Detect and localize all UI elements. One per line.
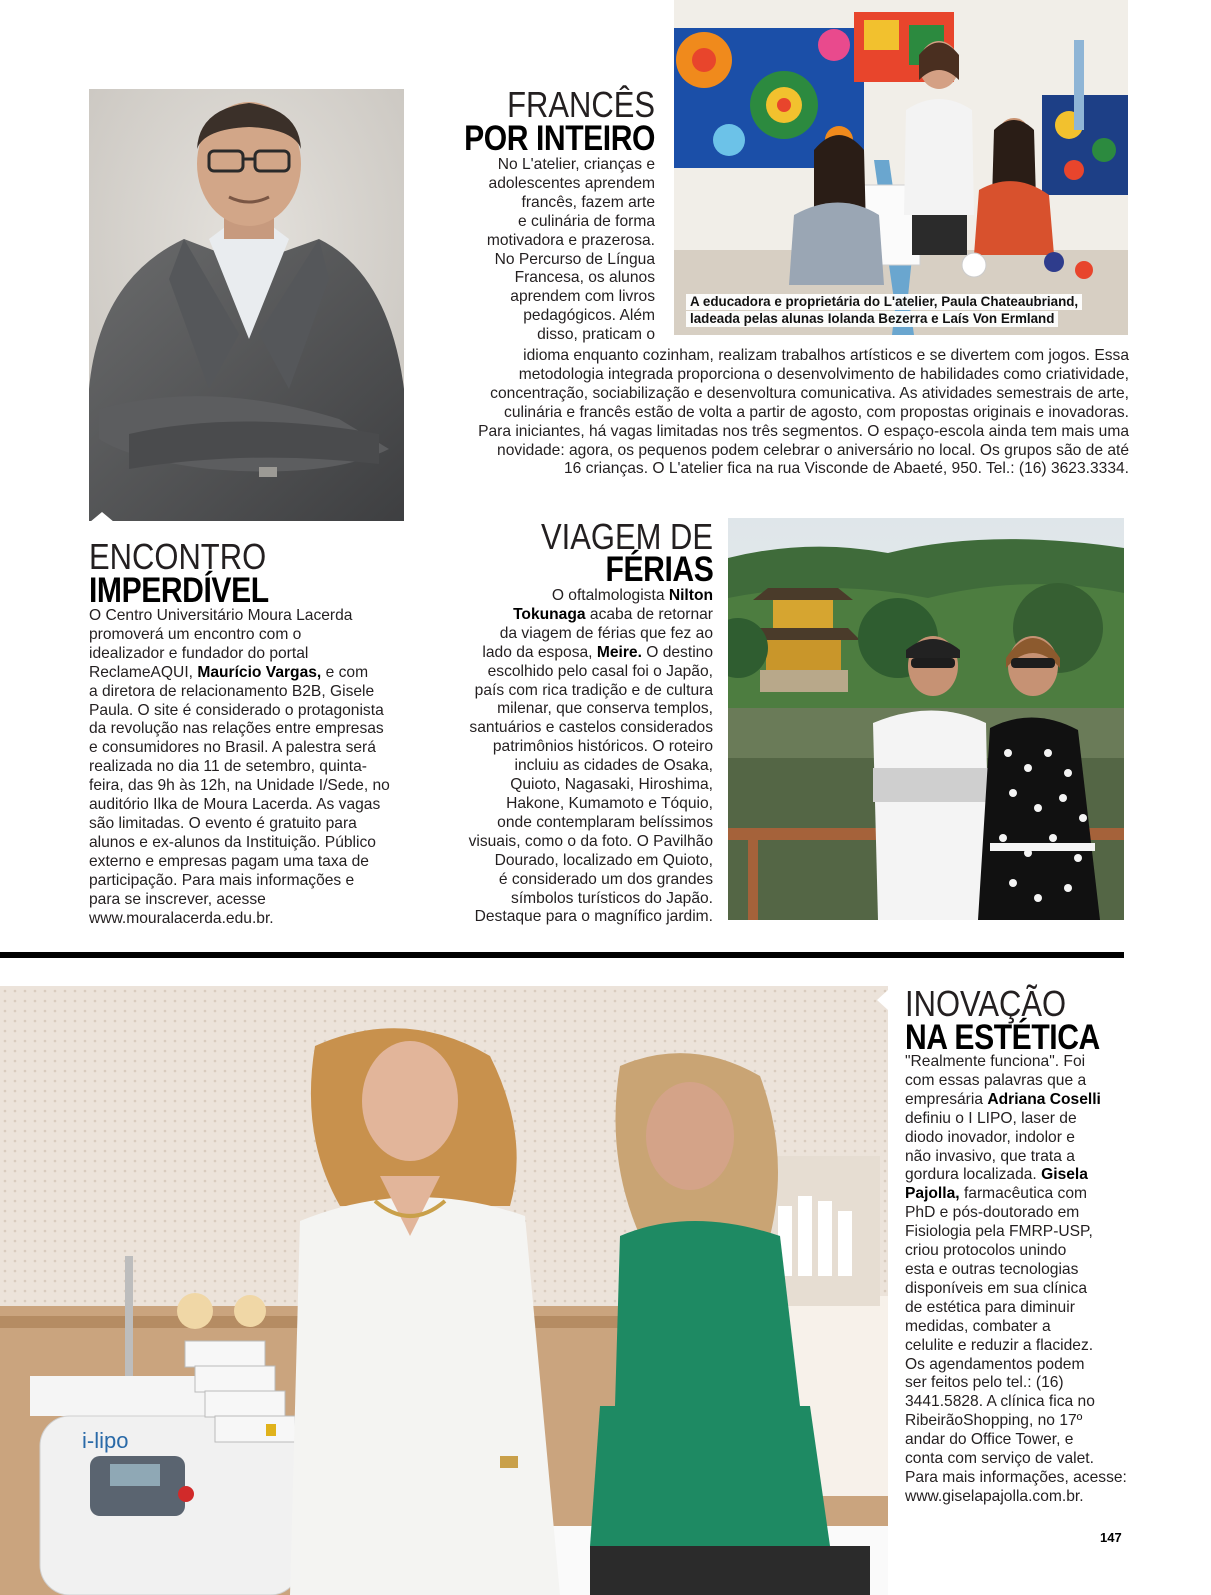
text-segment: são limitadas. O evento é gratuito para <box>89 814 357 832</box>
frances-body-wrap <box>435 156 655 345</box>
text-line: pedagógicos. Além <box>523 307 655 325</box>
text-segment: idealizador e fundador do portal <box>89 644 309 662</box>
text-line <box>89 853 409 872</box>
text-line: francês, fazem arte <box>521 193 655 211</box>
text-segment: externo e empresas pagam uma taxa de <box>89 852 369 870</box>
text-segment: da revolução nas relações entre empresas <box>89 720 384 738</box>
text-line: No L'atelier, crianças e <box>497 156 655 173</box>
text-line <box>89 739 409 758</box>
text-line <box>905 1242 1135 1261</box>
caption-line: ladeada pelas alunas Iolanda Bezerra e Laís Von Ermland <box>686 311 1058 327</box>
text-line <box>433 814 713 833</box>
text-line <box>89 702 409 721</box>
text-line <box>89 777 409 796</box>
text-line <box>433 795 713 814</box>
bold-name: Maurício Vargas, <box>197 663 322 681</box>
text-line <box>433 606 713 625</box>
section-divider <box>0 952 1124 958</box>
atelier-caption <box>686 293 1082 327</box>
atelier-photo <box>674 0 1128 335</box>
bold-name: Tokunaga <box>513 605 586 623</box>
text-segment: é considerado um dos grandes <box>498 870 713 888</box>
text-line <box>433 738 713 757</box>
text-segment: andar do Office Tower, e <box>905 1431 1074 1449</box>
text-line: Francesa, os alunos <box>514 269 655 287</box>
text-segment: farmacêutica com <box>959 1185 1088 1203</box>
text-segment: gordura localizada. <box>905 1166 1042 1184</box>
text-segment: realizada no dia 11 de setembro, quinta- <box>89 758 367 776</box>
text-line <box>89 891 409 910</box>
text-line <box>433 757 713 776</box>
text-segment: O Centro Universitário Moura Lacerda <box>89 607 353 624</box>
text-line: No Percurso de Língua <box>494 250 655 268</box>
text-line <box>905 1072 1135 1091</box>
bold-name: Nilton <box>668 587 713 604</box>
text-line <box>433 833 713 852</box>
text-line: 16 crianças. O L'atelier fica na rua Visconde de Abaeté, 950. Tel.: (16) 3623.3334. <box>563 460 1129 478</box>
text-segment: RibeirãoShopping, no 17º <box>905 1412 1083 1430</box>
text-segment: ser feitos pelo tel.: (16) <box>905 1374 1064 1392</box>
text-line: concentração, sociabilização e desenvoltura comunicativa. As atividades semestrais de arte, <box>490 384 1129 402</box>
text-line: culinária e francês estão de volta a partir de agosto, com propostas originais e inovadoras. <box>504 403 1129 421</box>
text-segment: disponíveis em sua clínica <box>905 1279 1088 1297</box>
text-segment: santuários e castelos considerados <box>469 719 713 737</box>
text-line <box>433 700 713 719</box>
text-line <box>905 1053 1135 1072</box>
text-segment: Hakone, Kumamoto e Tóquio, <box>506 794 713 812</box>
text-line <box>905 1431 1135 1450</box>
text-segment: promoverá um encontro com o <box>89 625 302 643</box>
text-line <box>905 1393 1135 1412</box>
text-line <box>905 1091 1135 1110</box>
encontro-heading-bold: IMPERDÍVEL <box>89 571 269 610</box>
text-line <box>905 1469 1135 1488</box>
text-line <box>905 1374 1135 1393</box>
text-segment: medidas, combater a <box>905 1317 1051 1335</box>
text-line <box>905 1488 1135 1507</box>
text-line <box>433 682 713 701</box>
text-line <box>89 645 409 664</box>
text-segment: milenar, que conserva templos, <box>497 700 713 718</box>
text-line <box>433 719 713 738</box>
text-line <box>905 1318 1135 1337</box>
text-line: idioma enquanto cozinham, realizam trabalhos artísticos e se divertem com jogos. Essa <box>523 347 1129 364</box>
text-segment: alunos e ex-alunos da Instituição. Público <box>89 833 376 851</box>
inovacao-body <box>905 1053 1135 1507</box>
viagem-heading-light: VIAGEM DE <box>540 516 713 557</box>
text-line <box>89 834 409 853</box>
text-line <box>433 871 713 890</box>
text-line <box>89 607 409 626</box>
text-line: e culinária de forma <box>518 212 655 230</box>
text-line <box>89 664 409 683</box>
device-brand-label: i-lipo <box>82 1428 129 1453</box>
text-line <box>905 1280 1135 1299</box>
text-segment: onde contemplaram belíssimos <box>497 813 713 831</box>
text-segment: auditório Ilka de Moura Lacerda. As vagas <box>89 796 381 814</box>
text-line <box>905 1185 1135 1204</box>
caption-line: A educadora e proprietária do L'atelier, Paula Chateaubriand, <box>686 294 1082 310</box>
page-number: 147 <box>1100 1530 1122 1545</box>
text-segment: ReclameAQUI, <box>89 663 198 681</box>
text-segment: a diretora de relacionamento B2B, Gisele <box>89 682 375 700</box>
text-segment: lado da esposa, <box>482 643 597 661</box>
text-segment: Destaque para o magnífico jardim. <box>474 908 713 926</box>
text-segment: celulite e reduzir a flacidez. <box>905 1336 1094 1354</box>
text-segment: PhD e pós-doutorado em <box>905 1204 1080 1222</box>
japan-photo <box>728 518 1124 920</box>
text-line <box>905 1337 1135 1356</box>
text-segment: diodo inovador, indolor e <box>905 1128 1075 1146</box>
text-segment: www.mouralacerda.edu.br. <box>89 909 274 927</box>
text-segment: escolhido pelo casal foi o Japão, <box>487 662 713 680</box>
text-line <box>905 1356 1135 1375</box>
text-segment: www.giselapajolla.com.br. <box>905 1487 1084 1505</box>
text-line <box>905 1261 1135 1280</box>
text-segment: com essas palavras que a <box>905 1071 1087 1089</box>
text-segment: Dourado, localizado em Quioto, <box>494 851 713 869</box>
portrait-photo <box>89 89 404 521</box>
text-segment: Para mais informações, acesse: <box>905 1468 1127 1486</box>
text-segment: Fisiologia pela FMRP-USP, <box>905 1223 1093 1241</box>
inovacao-notch <box>877 990 888 1010</box>
text-line <box>89 796 409 815</box>
bold-name: Gisela <box>1041 1166 1088 1184</box>
bold-name: Meire. <box>596 643 642 661</box>
text-line <box>433 587 713 606</box>
encontro-heading-light: ENCONTRO <box>89 536 267 577</box>
text-line <box>89 720 409 739</box>
clinic-photo <box>0 986 888 1595</box>
text-segment: patrimônios históricos. O roteiro <box>492 738 713 756</box>
encontro-body <box>89 607 409 928</box>
inovacao-heading-light: INOVAÇÃO <box>905 983 1067 1024</box>
text-line <box>433 890 713 909</box>
text-line <box>89 872 409 891</box>
text-line <box>905 1412 1135 1431</box>
text-line <box>89 815 409 834</box>
text-segment: incluiu as cidades de Osaka, <box>514 757 713 775</box>
text-line: motivadora e prazerosa. <box>486 231 655 249</box>
text-line <box>905 1129 1135 1148</box>
text-line <box>905 1166 1135 1185</box>
text-line <box>905 1204 1135 1223</box>
inovacao-heading-bold: NA ESTÉTICA <box>905 1018 1100 1057</box>
text-segment: de estética para diminuir <box>905 1298 1075 1316</box>
text-line <box>433 852 713 871</box>
text-segment: O oftalmologista <box>551 587 669 604</box>
portrait-notch <box>90 512 114 522</box>
text-line <box>89 683 409 702</box>
text-line <box>433 776 713 795</box>
text-segment: Os agendamentos podem <box>905 1355 1085 1373</box>
viagem-body <box>433 587 713 927</box>
text-line <box>89 758 409 777</box>
text-segment: O destino <box>641 643 713 661</box>
bold-name: Pajolla, <box>905 1185 960 1203</box>
text-line: novidade: agora, os pequenos podem celebrar o aniversário no local. Os grupos são de até <box>497 441 1129 459</box>
text-line: aprendem com livros <box>510 288 655 306</box>
text-line <box>89 910 409 929</box>
text-segment: símbolos turísticos do Japão. <box>511 889 713 907</box>
text-segment: participação. Para mais informações e <box>89 871 355 889</box>
text-line <box>905 1110 1135 1129</box>
text-segment: da viagem de férias que fez ao <box>499 624 713 642</box>
bold-name: Adriana Coselli <box>987 1090 1101 1108</box>
text-segment: esta e outras tecnologias <box>905 1260 1079 1278</box>
text-segment: e consumidores no Brasil. A palestra será <box>89 739 376 757</box>
text-line <box>433 625 713 644</box>
text-segment: não invasivo, que trata a <box>905 1147 1075 1165</box>
text-segment: país com rica tradição e de cultura <box>474 681 713 699</box>
text-line <box>905 1299 1135 1318</box>
text-line <box>433 663 713 682</box>
text-segment: e com <box>321 663 369 681</box>
text-segment: "Realmente funciona". Foi <box>905 1053 1086 1070</box>
text-segment: para se inscrever, acesse <box>89 890 266 908</box>
text-segment: Paula. O site é considerado o protagonista <box>89 701 384 719</box>
text-segment: conta com serviço de valet. <box>905 1450 1094 1468</box>
text-line <box>905 1148 1135 1167</box>
text-segment: definiu o I LIPO, laser de <box>905 1109 1077 1127</box>
text-line: Para iniciantes, há vagas limitadas nos três segmentos. O espaço-escola ainda tem mais uma <box>478 422 1129 440</box>
frances-heading-light: FRANCÊS <box>507 84 655 125</box>
text-line <box>433 908 713 927</box>
text-line <box>89 626 409 645</box>
text-segment: acaba de retornar <box>585 605 713 623</box>
text-segment: Quioto, Nagasaki, Hiroshima, <box>510 776 713 794</box>
text-line <box>905 1223 1135 1242</box>
text-segment: criou protocolos unindo <box>905 1242 1067 1260</box>
text-line <box>905 1450 1135 1469</box>
text-segment: visuais, como o da foto. O Pavilhão <box>468 832 713 850</box>
text-line: disso, praticam o <box>537 326 655 344</box>
text-segment: feira, das 9h às 12h, na Unidade I/Sede, no <box>89 777 390 795</box>
text-segment: empresária <box>905 1090 988 1108</box>
text-line <box>433 644 713 663</box>
text-line: metodologia integrada proporciona o desenvolvimento de habilidades como criatividade, <box>518 365 1129 383</box>
text-segment: 3441.5828. A clínica fica no <box>905 1393 1095 1411</box>
viagem-heading-bold: FÉRIAS <box>605 550 713 589</box>
frances-body-full <box>429 347 1129 479</box>
text-line: adolescentes aprendem <box>488 174 655 192</box>
frances-heading-bold: POR INTEIRO <box>464 119 655 158</box>
